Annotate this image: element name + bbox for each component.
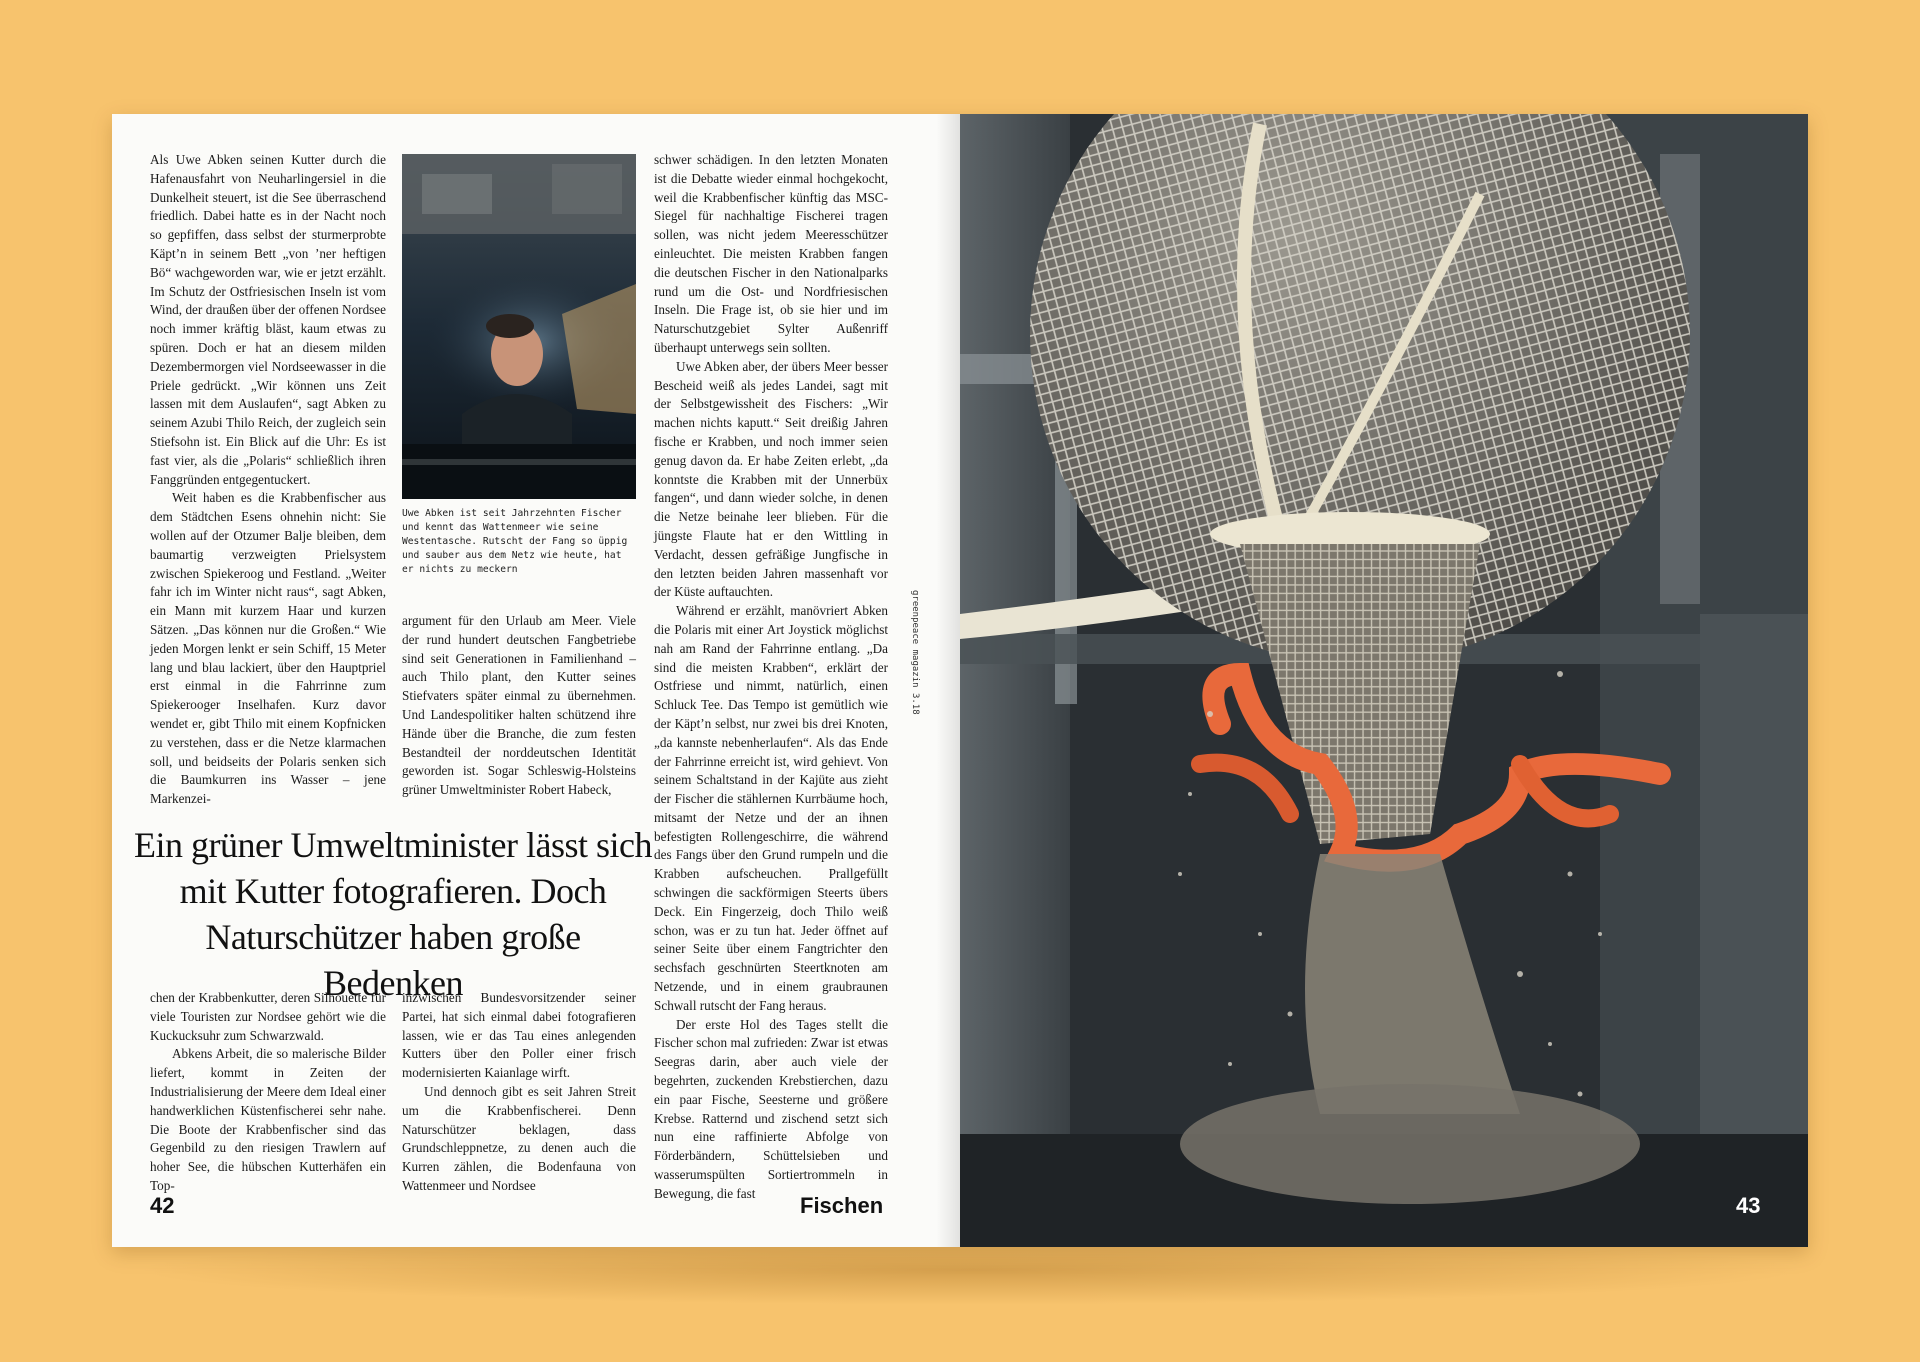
page-number-right: 43 <box>1736 1193 1761 1218</box>
shrimp-net-photo <box>960 114 1808 1247</box>
paragraph: argument für den Urlaub am Meer. Viele der rund hundert deutschen Fangbetriebe sind seit Generationen in Familienhand – auch Thilo plant, den Kutter seines Stiefvaters später einmal zu übernehmen. Und Landespolitiker halten schützend ihre Hände über die Branche, die zum festen Bestandteil der norddeutschen Identität geworden ist. Sogar Schleswig-Holsteins grüner Umweltminister Robert Habeck, <box>402 613 636 798</box>
right-page <box>960 114 1808 1247</box>
paragraph: chen der Krabbenkutter, deren Silhouette für viele Touristen zur Nordsee gehört wie die Kuckucksuhr zum Schwarzwald. <box>150 990 386 1043</box>
fisherman-photo-illustration <box>402 154 636 499</box>
column-1-bottom <box>150 989 386 1196</box>
section-title: Fischen <box>800 1193 884 1218</box>
paragraph: Weit haben es die Krabbenfischer aus dem Städtchen Esens ohnehin nicht: Sie wollen auf der Otzumer Balje bleiben, dem baumartig verzweigten Prielsystem zwischen Spiekeroog und Festland. „Weiter fahr ich im Winter nicht raus“, sagt Abken, ein Mann mit kurzem Haar und kurzen Sätzen. „Das können nur die Großen.“ Wie jeden Morgen lenkt er sein Schiff, 15 Meter lang und blau lackiert, über den Hauptpriel erst einmal in die Fahrrinne zum Spiekerooger Inselhafen. Kurz davor wendet er, gibt Thilo mit einem Kopfnicken zu verstehen, dass er die Netze klarmachen soll, und beidseits der Polaris senken sich die Baumkurren ins Wasser – jene Markenzei- <box>150 490 386 807</box>
column-2-bottom <box>402 989 636 1196</box>
column-1-top <box>150 151 386 809</box>
paragraph: Während er erzählt, manövriert Abken die Polaris mit einer Art Joystick möglichst nah am Rand der Fahrrinne entlang. „Da sind die meisten Krabben“, erklärt der Ostfriese und nimmt, natürlich, einen Schluck Tee. Das Tempo ist gemütlich wie der Käpt’n selbst, nur zwei bis drei Knoten, „da kannste nebenherlaufen“. Als das Ende der Fahrrinne erreicht ist, wird gehievt. Von seinem Schaltstand in der Kajüte aus zieht der Fischer die stählernen Kurrbäume hoch, mitsamt der Netze und der an ihnen befestigten Rollengeschirre, die während des Fangs über den Grund rumpeln und die Krabben aufscheuchen. Prallgefüllt schwingen die sackförmigen Steerts übers Deck. Ein Fingerzeig, doch Thilo weiß schon, was er zu tun hat. Jeder öffnet auf seiner Seite über einem Fangtrichter den sechsfach geschnürten Steertknoten am Netzende, und in einem graubraunen Schwall rutscht der Fang heraus. <box>654 603 888 1013</box>
paragraph: Und dennoch gibt es seit Jahren Streit um die Krabbenfischerei. Denn Naturschützer beklagen, dass Grundschleppnetze, zu denen auch die Kurren zählen, die Bodenfauna von Wattenmeer und Nordsee <box>402 1083 636 1193</box>
paragraph: Abkens Arbeit, die so malerische Bilder liefert, kommt in Zeiten der Industrialisierung der Meere dem Ideal einer handwerklichen Küstenfischerei sehr nahe. Die Boote der Krabbenfischer sind das Gegenbild zu den riesigen Trawlern auf hoher See, die hübschen Kutterhäfen ein Top- <box>150 1046 386 1193</box>
column-2-top <box>402 612 636 800</box>
photo-caption: Uwe Abken ist seit Jahrzehnten Fischer und kennt das Wattenmeer wie seine Westentasche. Rutscht der Fang so üppig und sauber aus dem Netz wie heute, hat er nichts zu meckern <box>402 508 628 575</box>
gutter-shadow <box>936 114 960 1247</box>
column-3 <box>654 151 888 1204</box>
paragraph: schwer schädigen. In den letzten Monaten ist die Debatte wieder einmal hochgekocht, weil die Krabbenfischer künftig das MSC-Siegel für nachhaltige Fischerei tragen sollen, was nicht jedem Meeresschützer einleuchtet. Die meisten Krabben fangen die deutschen Fischer in den Nationalparks rund um die Ost- und Nordfriesischen Inseln. Die Frage ist, ob sie hier und im Naturschutzgebiet Sylter Außenriff überhaupt unterwegs sein sollten. <box>654 152 888 355</box>
fisherman-photo <box>402 154 636 499</box>
paragraph: inzwischen Bundesvorsitzender seiner Partei, hat sich einmal dabei fotografieren lassen, wie er das Tau eines anlegenden Kutters über den Poller einer frisch modernisierten Kaianlage wirft. <box>402 990 636 1081</box>
paragraph: Als Uwe Abken seinen Kutter durch die Hafenausfahrt von Neuharlingersiel in die Dunkelheit steuert, ist die See überraschend friedlich. Dabei hatte es in der Nacht noch so gepfiffen, dass selbst der sturmerprobte Käpt’n in seinem Bett „von ’ner heftigen Bö“ wachgeworden war, wie er jetzt erzählt. Im Schutz der Ostfriesischen Inseln ist vom Wind, der draußen über der offenen Nordsee noch immer kräftig bläst, kaum etwas zu spüren. Doch er hat an diesem milden Dezembermorgen viel Nordseewasser in die Priele gedrückt. „Wir können uns Zeit lassen mit dem Auslaufen“, sagt Abken zu seinem Azubi Thilo Reich, der zugleich sein Stiefsohn ist. Ein Blick auf die Uhr: Es ist fast vier, als die „Polaris“ schließlich ihren Fanggründen entgegentuckert. <box>150 152 386 487</box>
magazine-issue-label: greenpeace magazin 3.18 <box>910 590 920 715</box>
page-number-left: 42 <box>150 1193 175 1218</box>
pull-quote: Ein grüner Umweltminister lässt sich mit Kutter fotografieren. Doch Naturschützer haben große Bedenken <box>134 825 652 1003</box>
paragraph: Uwe Abken aber, der übers Meer besser Bescheid weiß als jedes Landei, sagt mit der Selbstgewissheit des Fischers: „Wir machen nichts kaputt.“ Seit dreißig Jahren fische er Krabben, und noch immer seien genug davon da. Er habe Zeiten erlebt, „da konntste die Krabben mit der Unnerbüx fangen“, und dann wieder solche, in denen die Netze beinahe leer blieben. Für die jüngste Flaute hat er den Wittling in Verdacht, dessen gefräßige Jungfische in den letzten beiden Jahren massenhaft vor der Küste auftauchten. <box>654 358 888 600</box>
paragraph: Der erste Hol des Tages stellt die Fischer schon mal zufrieden: Zwar ist etwas Seegras darin, aber auch viele der begehrten, zuckenden Krebstierchen, dazu ein paar Fische, Seesterne und größere Krebse. Ratternd und zischend setzt sich nun eine raffinierte Abfolge von Förderbändern, Schüttelsieben und wasserumspülten Sortiertrommeln in Bewegung, die fast <box>654 1016 888 1201</box>
